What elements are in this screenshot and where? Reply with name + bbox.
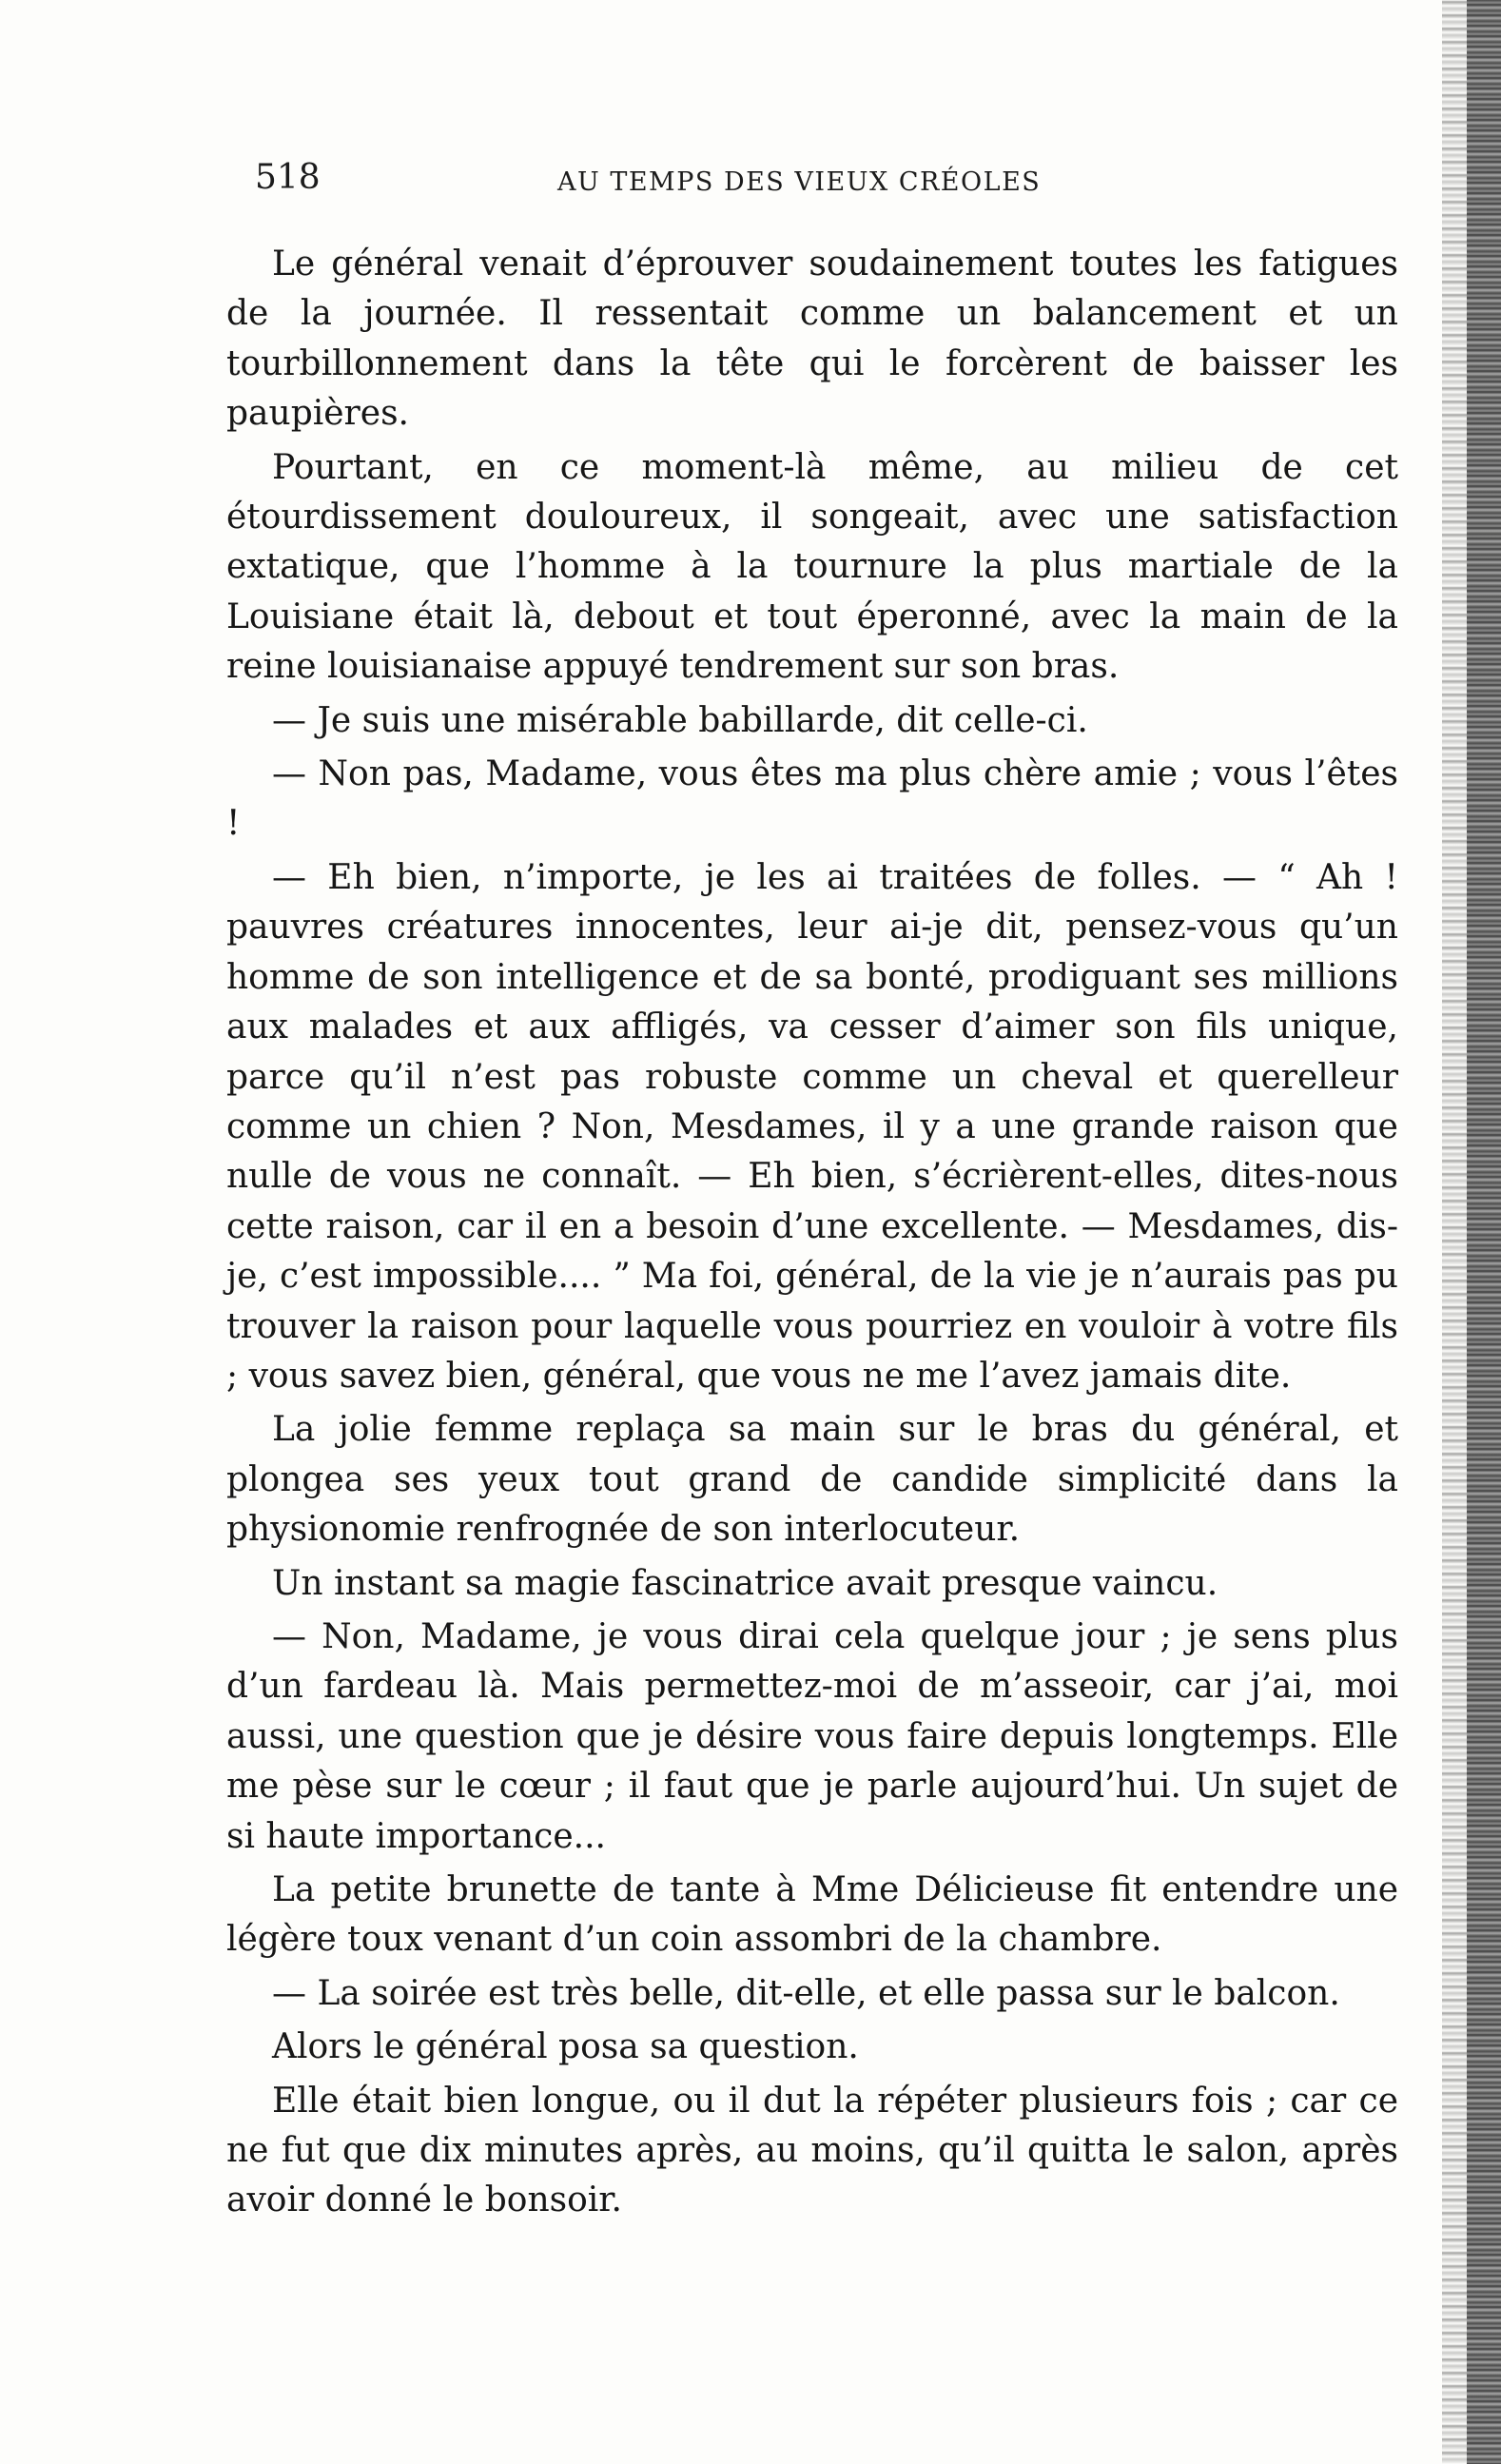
paragraph: La petite brunette de tante à Mme Délicieuse fit entendre une légère toux venant d’un coin assombri de la chambre. (226, 1870, 1398, 1960)
page-edge-speckle (1442, 0, 1467, 2464)
paragraph: — Eh bien, n’importe, je les ai traitées de folles. — “ Ah ! pauvres créatures innocentes, leur ai-je dit, pensez-vous qu’un homme de son intelligence et de sa bonté, prodiguant ses millions aux malades et aux affligés, va cesser d’aimer son fils unique, parce qu’il n’est pas robuste comme un cheval et querelleur comme un chien ? Non, Mesdames, il y a une grande raison que nulle de vous ne connaît. — Eh bien, s’écrièrent-elles, dites-nous cette raison, car il en a besoin d’une excellente. — Mesdames, dis-je, c’est impossible.... ” Ma foi, général, de la vie je n’aurais pas pu trouver la raison pour laquelle vous pourriez en vouloir à votre fils ; vous savez bien, général, que vous ne me l’avez jamais dite. (226, 857, 1398, 1396)
page-number: 518 (255, 158, 321, 197)
page-header (255, 158, 1092, 215)
paragraph: Un instant sa magie fascinatrice avait presque vaincu. (272, 1563, 1218, 1603)
page-edge-shadow (1467, 0, 1501, 2464)
paragraph: Pourtant, en ce moment-là même, au milieu de cet étourdissement douloureux, il songeait, avec une satisfaction extatique, que l’homme à la tournure la plus martiale de la Louisiane était là, debout et tout éperonné, avec la main de la reine louisianaise appuyé tendrement sur son bras. (226, 447, 1398, 687)
paragraph: — La soirée est très belle, dit-elle, et elle passa sur le balcon. (272, 1973, 1340, 2013)
paragraph: — Non pas, Madame, vous êtes ma plus chère amie ; vous l’êtes ! (226, 754, 1398, 844)
paragraph: — Je suis une misérable babillarde, dit celle-ci. (272, 700, 1088, 740)
running-title: AU TEMPS DES VIEUX CRÉOLES (557, 167, 1042, 197)
paragraph: Alors le général posa sa question. (272, 2027, 859, 2067)
text-body (226, 240, 1398, 2226)
paragraph: La jolie femme replaça sa main sur le bras du général, et plongea ses yeux tout grand de candide simplicité dans la physionomie renfrognée de son interlocuteur. (226, 1410, 1398, 1550)
paragraph: Le général venait d’éprouver soudainement toutes les fatigues de la journée. Il ressentait comme un balancement et un tourbillonnement dans la tête qui le forcèrent de baisser les paupières. (226, 244, 1398, 434)
paragraph: Elle était bien longue, ou il dut la répéter plusieurs fois ; car ce ne fut que dix minutes après, au moins, qu’il quitta le salon, après avoir donné le bonsoir. (226, 2081, 1398, 2220)
paragraph: — Non, Madame, je vous dirai cela quelque jour ; je sens plus d’un fardeau là. Mais permettez-moi de m’asseoir, car j’ai, moi aussi, une question que je désire vous faire depuis longtemps. Elle me pèse sur le cœur ; il faut que je parle aujourd’hui. Un sujet de si haute importance... (226, 1616, 1398, 1856)
